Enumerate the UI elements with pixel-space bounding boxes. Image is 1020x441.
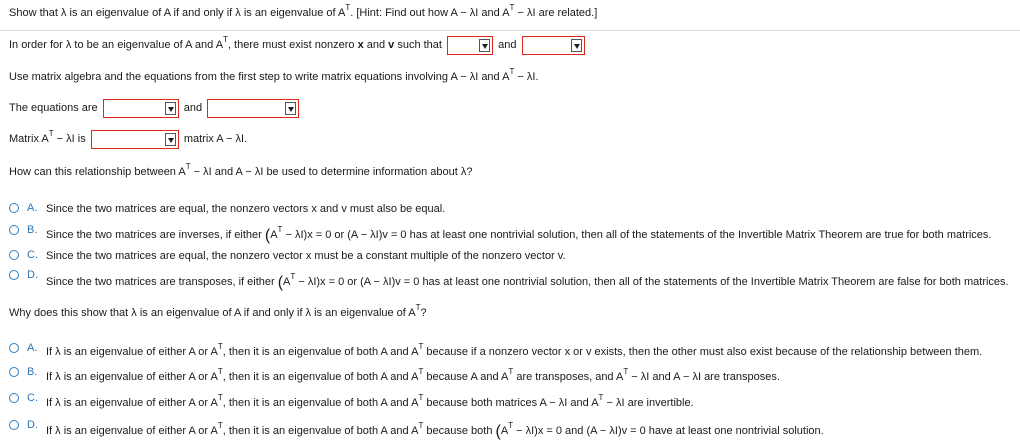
radio-button[interactable] — [9, 367, 19, 377]
chevron-down-icon — [285, 102, 296, 115]
radio-button[interactable] — [9, 203, 19, 213]
eq2-dropdown[interactable] — [522, 36, 585, 55]
radio-button[interactable] — [9, 270, 19, 280]
question2-text: Why does this show that λ is an eigenvalue of A if and only if λ is an eigenvalue of $A^T$? — [9, 303, 427, 319]
radio-button[interactable] — [9, 420, 19, 430]
step2-text: Use matrix algebra and the equations from the first step to write matrix equations involving A − λI and $A^T - \lambda I$. — [9, 67, 539, 83]
step4-row: Matrix $A^T - \lambda I$ is matrix A − λI. — [9, 129, 247, 149]
step3-row: The equations are and — [9, 98, 301, 118]
problem-statement: Show that λ is an eigenvalue of A if and only if λ is an eigenvalue of $A^T$. [Hint: Find out how A − λI and $A^T - \lambda I$ are related.] — [9, 3, 598, 19]
radio-button[interactable] — [9, 250, 19, 260]
chevron-down-icon — [479, 39, 490, 52]
divider — [0, 30, 1020, 31]
chevron-down-icon — [165, 133, 176, 146]
radio-button[interactable] — [9, 393, 19, 403]
chevron-down-icon — [165, 102, 176, 115]
equation-b-dropdown[interactable] — [207, 99, 299, 118]
question1-text: How can this relationship between $A^T - \lambda I$ and A − λI be used to determine information about λ? — [9, 162, 473, 178]
chevron-down-icon — [571, 39, 582, 52]
eq1-dropdown[interactable] — [447, 36, 493, 55]
relationship-dropdown[interactable] — [91, 130, 179, 149]
radio-button[interactable] — [9, 225, 19, 235]
equation-a-dropdown[interactable] — [103, 99, 179, 118]
step1-row: In order for λ to be an eigenvalue of A and $A^T$, there must exist nonzero x and v such that and — [9, 35, 587, 55]
radio-button[interactable] — [9, 343, 19, 353]
